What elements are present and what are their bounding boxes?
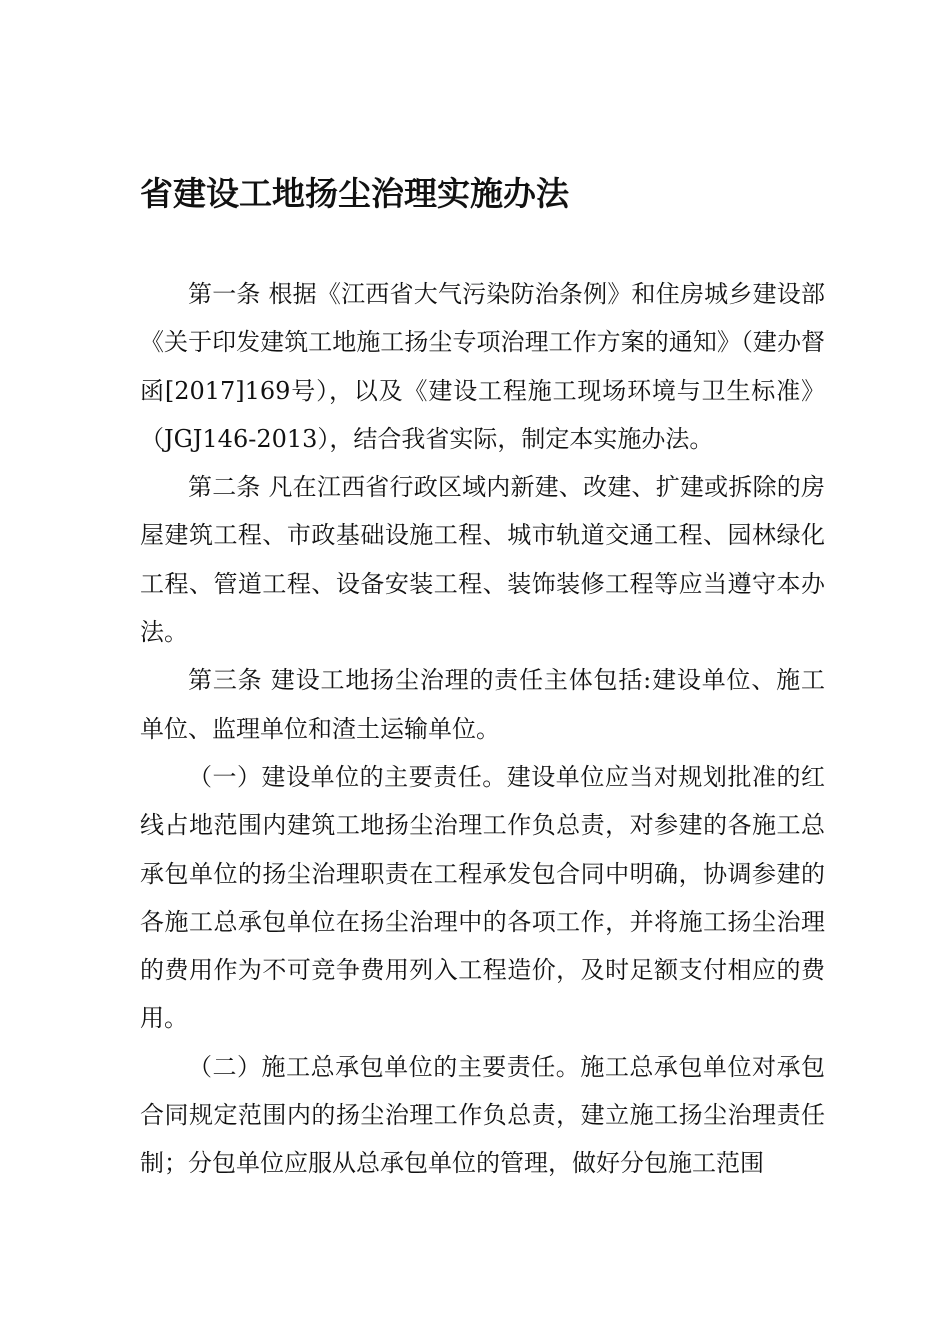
article-2-paragraph: 第二条 凡在江西省行政区域内新建、改建、扩建或拆除的房屋建筑工程、市政基础设施工程、城市轨道交通工程、园林绿化工程、管道工程、设备安装工程、装饰装修工程等应当遵守本办法。	[140, 473, 825, 647]
clause-2-paragraph: （二）施工总承包单位的主要责任。施工总承包单位对承包合同规定范围内的扬尘治理工作负总责，建立施工扬尘治理责任制；分包单位应服从总承包单位的管理，做好分包施工范围	[140, 1052, 825, 1178]
clause-1-paragraph: （一）建设单位的主要责任。建设单位应当对规划批准的红线占地范围内建筑工地扬尘治理工作负总责，对参建的各施工总承包单位的扬尘治理职责在工程承发包合同中明确，协调参建的各施工总承包单位在扬尘治理中的各项工作，并将施工扬尘治理的费用作为不可竞争费用列入工程造价，及时足额支付相应的费用。	[140, 762, 825, 1033]
document-body	[140, 270, 825, 1188]
article-3-paragraph: 第三条 建设工地扬尘治理的责任主体包括:建设单位、施工单位、监理单位和渣土运输单位。	[140, 666, 825, 743]
document-title: 省建设工地扬尘治理实施办法	[140, 174, 569, 213]
article-1-paragraph: 第一条 根据《江西省大气污染防治条例》和住房城乡建设部《关于印发建筑工地施工扬尘专项治理工作方案的通知》（建办督函[2017]169号），以及《建设工程施工现场环境与卫生标准》（JGJ146-2013），结合我省实际，制定本实施办法。	[140, 280, 825, 453]
